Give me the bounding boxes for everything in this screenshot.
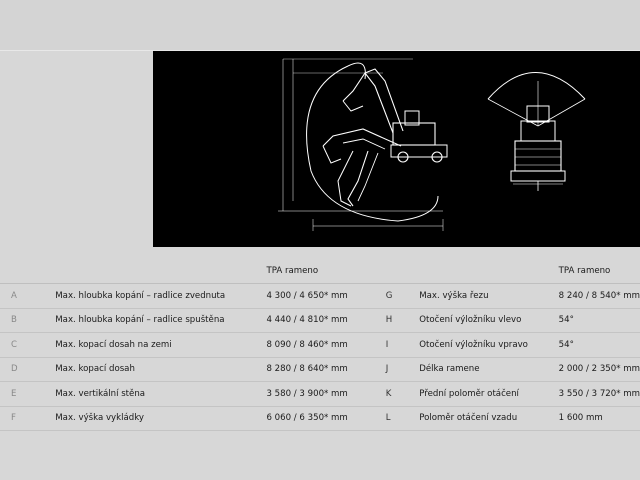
row-value: 4 300 / 4 650* mm [266, 284, 385, 309]
column-header-right: TPA rameno [559, 259, 640, 284]
row-value: 4 440 / 4 810* mm [266, 308, 385, 333]
table-row [0, 284, 640, 309]
row-label: Přední poloměr otáčení [419, 382, 558, 407]
excavator-drawing [153, 51, 640, 247]
row-value: 8 240 / 8 540* mm [559, 284, 640, 309]
table-header [0, 259, 640, 284]
table-row [0, 308, 640, 333]
row-letter: G [386, 284, 419, 309]
row-label: Otočení výložníku vpravo [419, 333, 558, 358]
row-letter: C [0, 333, 55, 358]
row-letter: I [386, 333, 419, 358]
spec-table [0, 259, 640, 431]
row-value: 8 090 / 8 460* mm [266, 333, 385, 358]
row-letter: K [386, 382, 419, 407]
row-letter: F [0, 406, 55, 431]
row-letter: J [386, 357, 419, 382]
row-letter: H [386, 308, 419, 333]
row-letter: L [386, 406, 419, 431]
row-label: Max. vertikální stěna [55, 382, 266, 407]
row-letter: B [0, 308, 55, 333]
row-value: 54° [559, 333, 640, 358]
row-value: 2 000 / 2 350* mm [559, 357, 640, 382]
row-label: Otočení výložníku vlevo [419, 308, 558, 333]
row-label: Max. výška vykládky [55, 406, 266, 431]
row-label: Max. kopací dosah [55, 357, 266, 382]
row-value: 3 580 / 3 900* mm [266, 382, 385, 407]
row-letter: A [0, 284, 55, 309]
table-row [0, 382, 640, 407]
row-value: 54° [559, 308, 640, 333]
row-value: 1 600 mm [559, 406, 640, 431]
excavator-dimension-diagram [153, 51, 640, 247]
row-value: 3 550 / 3 720* mm [559, 382, 640, 407]
table-row [0, 406, 640, 431]
row-value: 8 280 / 8 640* mm [266, 357, 385, 382]
row-label: Max. kopací dosah na zemi [55, 333, 266, 358]
row-letter: E [0, 382, 55, 407]
row-letter: D [0, 357, 55, 382]
top-band [0, 0, 640, 50]
row-label: Max. výška řezu [419, 284, 558, 309]
row-value: 6 060 / 6 350* mm [266, 406, 385, 431]
table-row [0, 333, 640, 358]
row-label: Max. hloubka kopání – radlice spuštěna [55, 308, 266, 333]
row-label: Max. hloubka kopání – radlice zvednuta [55, 284, 266, 309]
table-row [0, 357, 640, 382]
column-header-left: TPA rameno [266, 259, 385, 284]
row-label: Délka ramene [419, 357, 558, 382]
row-label: Poloměr otáčení vzadu [419, 406, 558, 431]
